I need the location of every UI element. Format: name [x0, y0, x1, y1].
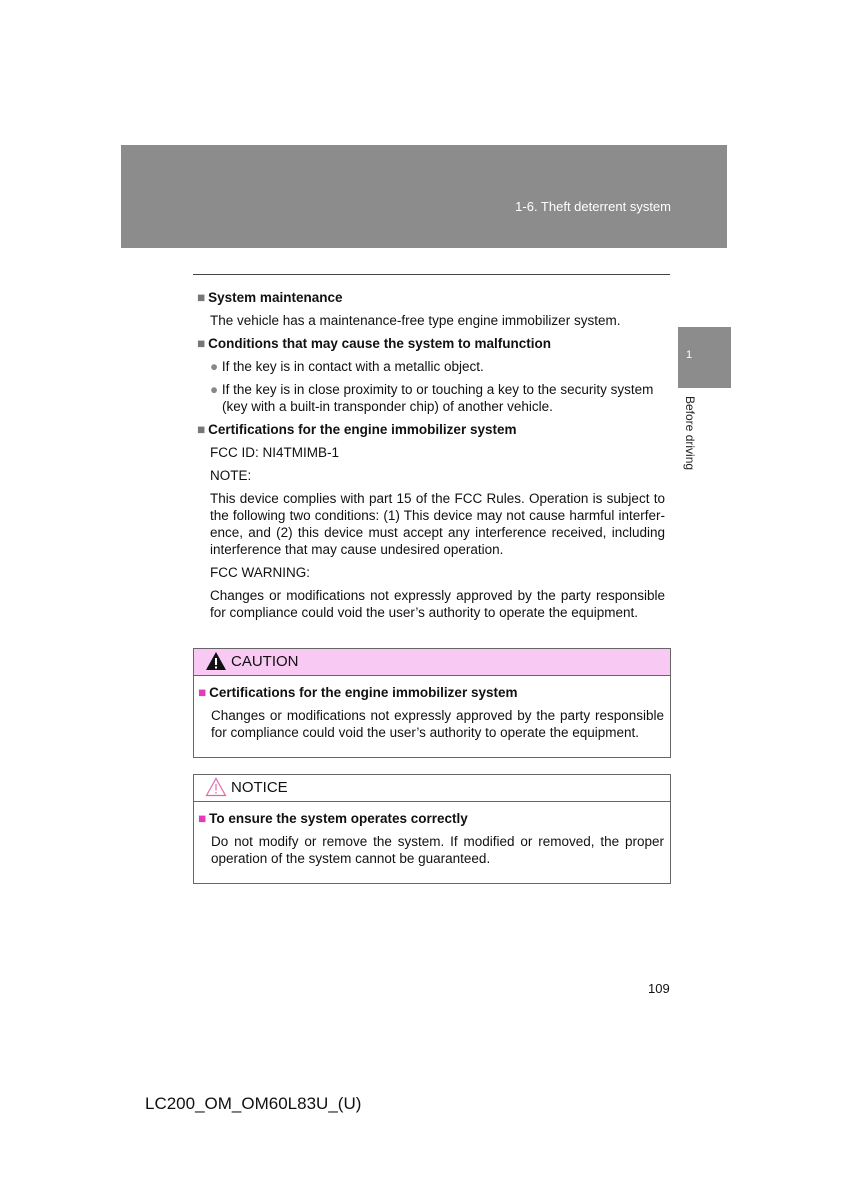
circle-bullet-icon: ●: [210, 382, 222, 397]
fcc-id: FCC ID: NI4TMIMB-1: [210, 445, 340, 460]
header-band: [121, 145, 727, 248]
notice-title: NOTICE: [231, 779, 288, 796]
square-bullet-icon: ■: [197, 290, 206, 305]
square-bullet-icon: ■: [197, 336, 206, 351]
chapter-number: 1: [686, 349, 693, 361]
section-heading: ■ System maintenance: [197, 290, 343, 305]
notice-text: Do not modify or remove the system. If modified or removed, the proper operation of the system cannot be guaranteed.: [211, 834, 664, 866]
section-title: 1-6. Theft deterrent system: [515, 199, 671, 214]
document-code: LC200_OM_OM60L83U_(U): [145, 1094, 362, 1113]
top-rule: [193, 274, 670, 275]
paragraph: The vehicle has a maintenance-free type engine immobilizer system.: [210, 313, 621, 328]
warning-triangle-icon: [205, 651, 227, 671]
notice-triangle-icon: [205, 777, 227, 797]
main-content: [197, 289, 665, 627]
section-heading: ■ Conditions that may cause the system to malfunction: [197, 336, 551, 351]
notice-header: [194, 775, 670, 802]
notice-heading: ■ To ensure the system operates correctly: [198, 811, 468, 826]
caution-body: [194, 676, 670, 757]
note-label: NOTE:: [210, 468, 252, 483]
caution-header: [194, 649, 670, 676]
circle-bullet-icon: ●: [210, 359, 222, 374]
chapter-label: Before driving: [683, 396, 697, 471]
page-number: 109: [648, 981, 670, 996]
caution-title: CAUTION: [231, 653, 299, 670]
square-bullet-icon: ■: [197, 422, 206, 437]
square-bullet-icon: ■: [198, 685, 207, 700]
chapter-tab: [678, 327, 731, 388]
caution-box: [193, 648, 671, 758]
square-bullet-icon: ■: [198, 811, 207, 826]
list-item: ● If the key is in close proximity to or touching a key to the security system (key with a built-in transponder chip) of another vehicle.: [210, 382, 654, 414]
caution-text: Changes or modifications not expressly approved by the party responsible for compliance could void the user’s authority to operate the equipment.: [211, 708, 664, 740]
warning-label: FCC WARNING:: [210, 565, 310, 580]
list-item: ● If the key is in contact with a metallic object.: [210, 359, 484, 374]
caution-heading: ■ Certifications for the engine immobilizer system: [198, 685, 518, 700]
notice-box: [193, 774, 671, 884]
note-text: This device complies with part 15 of the FCC Rules. Operation is subject to the following two conditions: (1) This device may not cause harmful interfer-ence, and (2) this device must accept any interference received, including interference that may cause undesired operation.: [210, 491, 665, 557]
notice-body: [194, 802, 670, 883]
section-heading: ■ Certifications for the engine immobilizer system: [197, 422, 517, 437]
warning-text: Changes or modifications not expressly approved by the party responsible for compliance could void the user’s authority to operate the equipment.: [210, 588, 665, 620]
